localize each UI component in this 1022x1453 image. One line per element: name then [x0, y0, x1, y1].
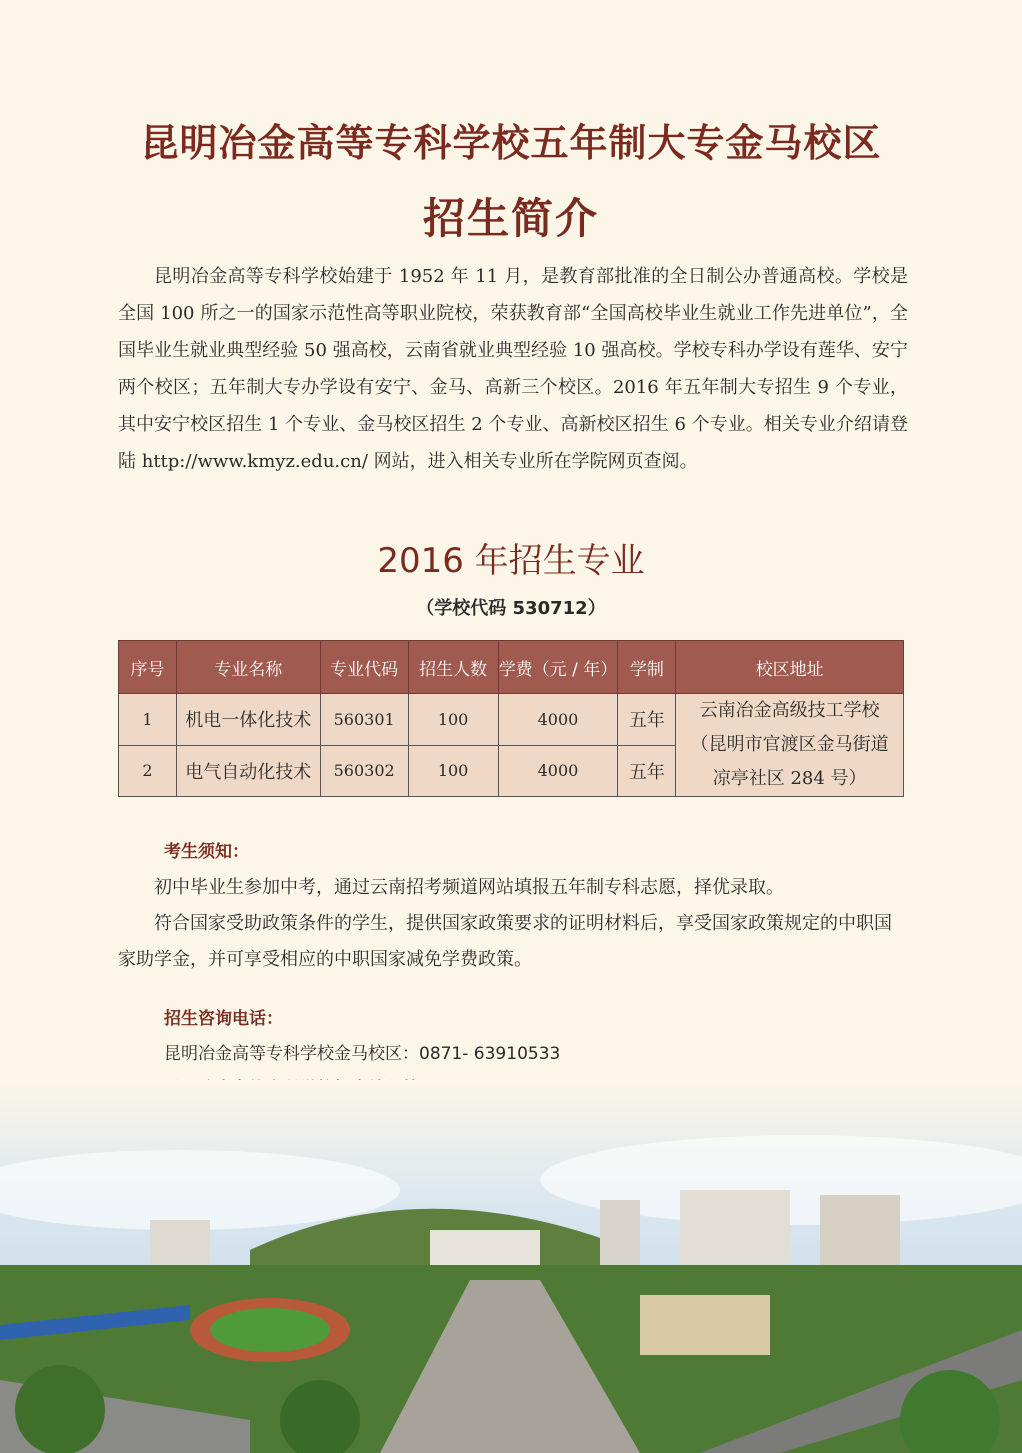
- page-title: 昆明冶金高等专科学校五年制大专金马校区: [140, 121, 882, 165]
- majors-table: [118, 640, 904, 797]
- col-header: 招生人数: [408, 641, 498, 694]
- cell-major-code: 560302: [320, 745, 408, 797]
- notice-section: [118, 834, 908, 978]
- cell-major-name: 电气自动化技术: [176, 745, 320, 797]
- notice-paragraph: 初中毕业生参加中考，通过云南招考频道网站填报五年制专科志愿，择优录取。: [154, 877, 784, 898]
- contact-heading: 招生咨询电话：: [164, 1009, 283, 1029]
- intro-section: [118, 258, 908, 480]
- intro-paragraph: 昆明冶金高等专科学校始建于 1952 年 11 月，是教育部批准的全日制公办普通高校。学校是全国 100 所之一的国家示范性高等职业院校，荣获教育部“全国高校毕业生就业工作先进单位”，全国毕业生就业典型经验 50 强高校，云南省就业典型经验 10 强高校。学校专科办学设有莲华、安宁两个校区；五年制大专办学设有安宁、金马、高新三个校区。2016 年五年制大专招生 9 个专业，其中安宁校区招生 1 个专业、金马校区招生 2 个专业、高新校区招生 6 个专业。相关专业介绍请登陆 http://www.kmyz.edu.cn/ 网站，进入相关专业所在学院网页查阅。: [118, 266, 908, 472]
- col-header: 学制: [618, 641, 676, 694]
- table-row: [119, 694, 904, 746]
- cell-fee: 4000: [498, 694, 618, 746]
- cell-major-code: 560301: [320, 694, 408, 746]
- table-header-row: [119, 641, 904, 694]
- col-header: 学费（元 / 年）: [498, 641, 618, 694]
- notice-heading: 考生须知：: [164, 842, 249, 862]
- cell-no: 1: [119, 694, 177, 746]
- address-line: 凉亭社区 284 号）: [712, 768, 867, 789]
- school-code: （学校代码 530712）: [416, 598, 606, 619]
- address-line: （昆明市官渡区金马街道: [690, 734, 889, 755]
- contact-line: 昆明冶金高等专科学校金马校区：0871- 63910533: [164, 1044, 561, 1064]
- majors-title: 2016 年招生专业: [377, 541, 645, 581]
- cell-major-name: 机电一体化技术: [176, 694, 320, 746]
- campus-photo: [0, 1080, 1022, 1453]
- col-header: 专业代码: [320, 641, 408, 694]
- cell-no: 2: [119, 745, 177, 797]
- cell-campus-address: [676, 694, 904, 797]
- cell-count: 100: [408, 694, 498, 746]
- page-subtitle: 招生简介: [422, 194, 599, 243]
- cell-count: 100: [408, 745, 498, 797]
- col-header: 校区地址: [676, 641, 904, 694]
- col-header: 序号: [119, 641, 177, 694]
- col-header: 专业名称: [176, 641, 320, 694]
- address-line: 云南冶金高级技工学校: [699, 700, 880, 721]
- notice-paragraph: 符合国家受助政策条件的学生，提供国家政策要求的证明材料后，享受国家政策规定的中职国家助学金，并可享受相应的中职国家减免学费政策。: [118, 913, 892, 970]
- cell-years: 五年: [618, 745, 676, 797]
- cell-fee: 4000: [498, 745, 618, 797]
- cell-years: 五年: [618, 694, 676, 746]
